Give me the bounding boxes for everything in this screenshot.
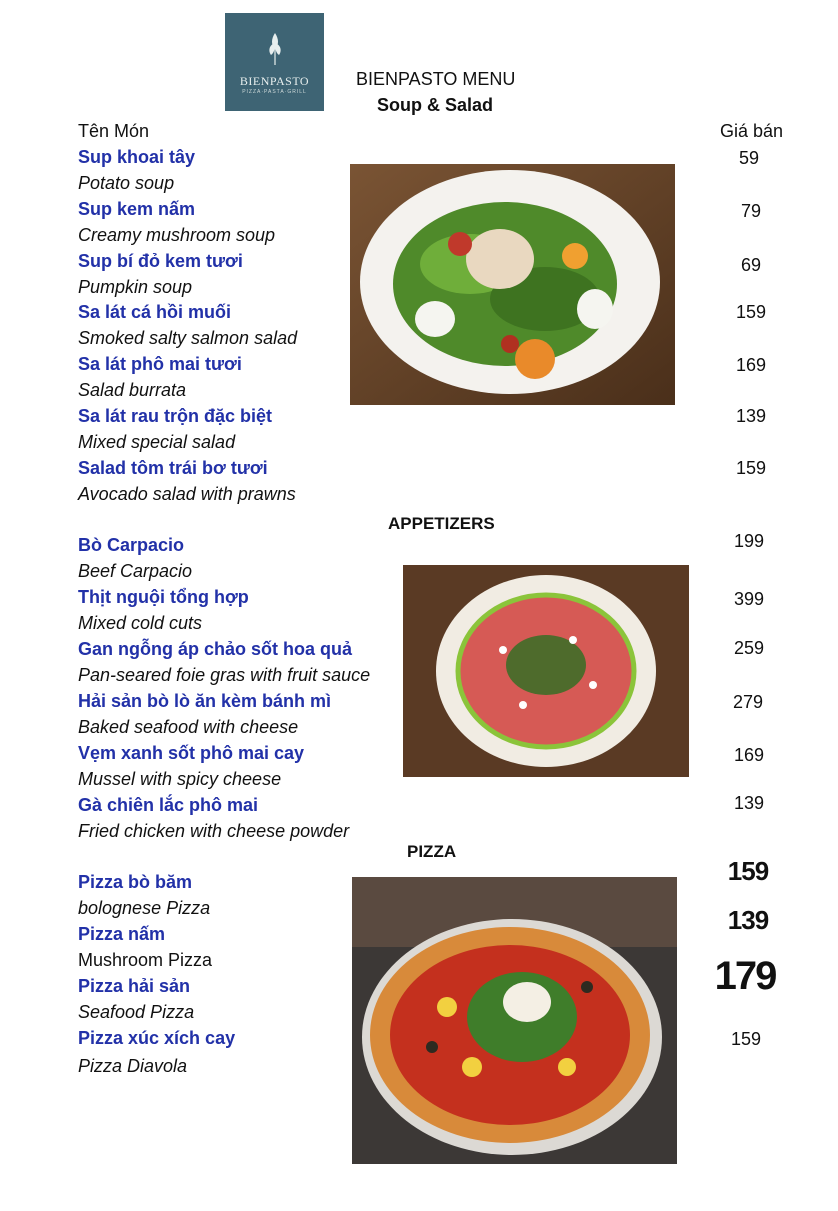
item-en: Salad burrata [78, 380, 187, 400]
item-price: 279 [732, 692, 764, 712]
item-vn: Pizza nấm [78, 924, 166, 944]
item-vn: Sup bí đỏ kem tươi [78, 251, 243, 271]
item-vn: Pizza hải sản [78, 976, 191, 996]
carpaccio-photo [403, 565, 689, 777]
item-vn: Pizza bò băm [78, 872, 193, 892]
item-vn: Sa lát rau trộn đặc biệt [78, 406, 273, 426]
item-price: 69 [740, 255, 762, 275]
section-soup-salad: Soup & Salad [377, 95, 494, 115]
item-price: 169 [735, 355, 767, 375]
item-en: Mixed cold cuts [78, 613, 203, 633]
column-header-name: Tên Món [78, 121, 150, 141]
item-price: 159 [727, 856, 769, 886]
item-en: Mussel with spicy cheese [78, 769, 282, 789]
section-pizza: PIZZA [407, 842, 457, 861]
item-en: Creamy mushroom soup [78, 225, 276, 245]
item-price: 159 [730, 1029, 762, 1049]
item-en: Fried chicken with cheese powder [78, 821, 350, 841]
item-en: bolognese Pizza [78, 898, 211, 918]
item-vn: Gà chiên lắc phô mai [78, 795, 259, 815]
leaf-icon [265, 31, 285, 67]
item-price: 159 [735, 302, 767, 322]
item-price: 139 [735, 406, 767, 426]
item-en: Smoked salty salmon salad [78, 328, 298, 348]
pizza-photo [352, 877, 677, 1164]
item-price: 139 [727, 905, 769, 935]
item-en: Potato soup [78, 173, 175, 193]
item-price: 59 [738, 148, 760, 168]
item-price: 139 [733, 793, 765, 813]
salad-photo [350, 164, 675, 405]
logo-name: BIENPASTO [239, 74, 310, 88]
menu-title: BIENPASTO MENU [356, 69, 516, 89]
item-price: 169 [733, 745, 765, 765]
item-vn: Bò Carpacio [78, 535, 185, 555]
item-en: Pumpkin soup [78, 277, 193, 297]
item-en: Pan-seared foie gras with fruit sauce [78, 665, 371, 685]
item-en: Seafood Pizza [78, 1002, 195, 1022]
item-vn: Gan ngỗng áp chảo sốt hoa quả [78, 639, 353, 659]
item-en: Pizza Diavola [78, 1056, 188, 1076]
item-price: 199 [733, 531, 765, 551]
item-price: 259 [733, 638, 765, 658]
item-vn: Thịt nguội tổng hợp [78, 587, 249, 607]
item-en: Baked seafood with cheese [78, 717, 299, 737]
item-vn: Pizza xúc xích cay [78, 1028, 236, 1048]
item-vn: Sup khoai tây [78, 147, 196, 167]
item-vn: Sa lát cá hồi muối [78, 302, 232, 322]
item-vn: Hải sản bò lò ăn kèm bánh mì [78, 691, 332, 711]
item-price: 179 [714, 954, 776, 998]
restaurant-logo [225, 13, 324, 111]
item-vn: Vẹm xanh sốt phô mai cay [78, 743, 305, 763]
column-header-price: Giá bán [720, 121, 784, 141]
item-en: Mixed special salad [78, 432, 236, 452]
section-appetizers: APPETIZERS [388, 514, 495, 533]
item-price: 79 [740, 201, 762, 221]
item-en: Avocado salad with prawns [78, 484, 296, 504]
item-price: 159 [735, 458, 767, 478]
item-en: Mushroom Pizza [78, 950, 213, 970]
item-en: Beef Carpacio [78, 561, 193, 581]
item-vn: Sa lát phô mai tươi [78, 354, 242, 374]
item-vn: Sup kem nấm [78, 199, 196, 219]
item-vn: Salad tôm trái bơ tươi [78, 458, 268, 478]
logo-tagline: PIZZA·PASTA·GRILL [242, 89, 307, 95]
item-price: 399 [733, 589, 765, 609]
